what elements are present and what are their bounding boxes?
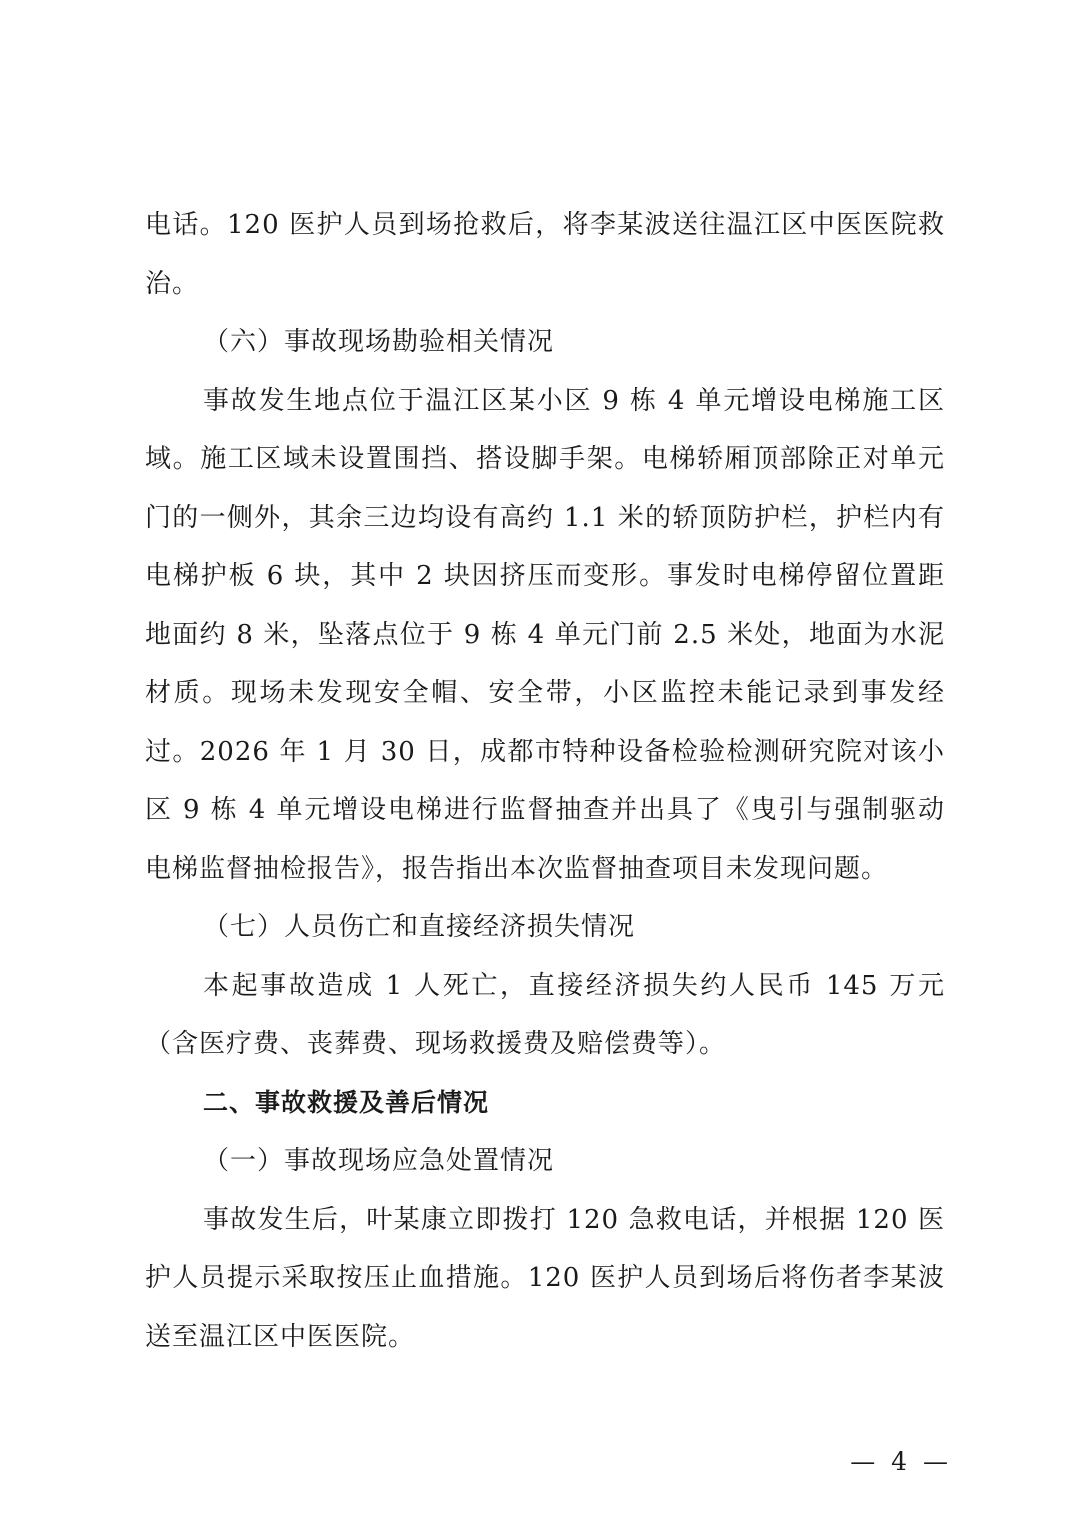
subsection-heading-scene-investigation: （六）事故现场勘验相关情况 [203, 327, 555, 357]
paragraph-emergency-response: 事故发生后，叶某康立即拨打 120 急救电话，并根据 120 医护人员提示采取按压止血措施。120 医护人员到场后将伤者李某波送至温江区中医医院。 [145, 1204, 945, 1352]
section-heading-rescue-aftermath: 二、事故救援及善后情况 [203, 1087, 490, 1117]
paragraph-casualties-losses: 本起事故造成 1 人死亡，直接经济损失约人民币 145 万元（含医疗费、丧葬费、现场救援费及赔偿费等）。 [145, 970, 945, 1059]
page-number: — 4 — [850, 1447, 952, 1476]
subsection-heading-casualties-losses: （七）人员伤亡和直接经济损失情况 [203, 912, 636, 942]
paragraph-scene-description: 事故发生地点位于温江区某小区 9 栋 4 单元增设电梯施工区域。施工区域未设置围挡、搭设脚手架。电梯轿厢顶部除正对单元门的一侧外，其余三边均设有高约 1.1 米的轿顶防护栏，护栏内有电梯护板 6 块，其中 2 块因挤压而变形。事发时电梯停留位置距地面约 8 米，坠落点位于 9 栋 4 单元门前 2.5 米处，地面为水泥材质。现场未发现安全帽、安全带，小区监控未能记录到事发经过。2026 年 1 月 30 日，成都市特种设备检验检测研究院对该小区 9 栋 4 单元增设电梯进行监督抽查并出具了《曳引与强制驱动电梯监督抽检报告》，报告指出本次监督抽查项目未发现问题。 [145, 385, 945, 884]
paragraph-continuation: 电话。120 医护人员到场抢救后，将李某波送往温江区中医医院救治。 [145, 210, 945, 299]
subsection-heading-emergency-response: （一）事故现场应急处置情况 [203, 1146, 555, 1176]
document-body [145, 196, 945, 1366]
